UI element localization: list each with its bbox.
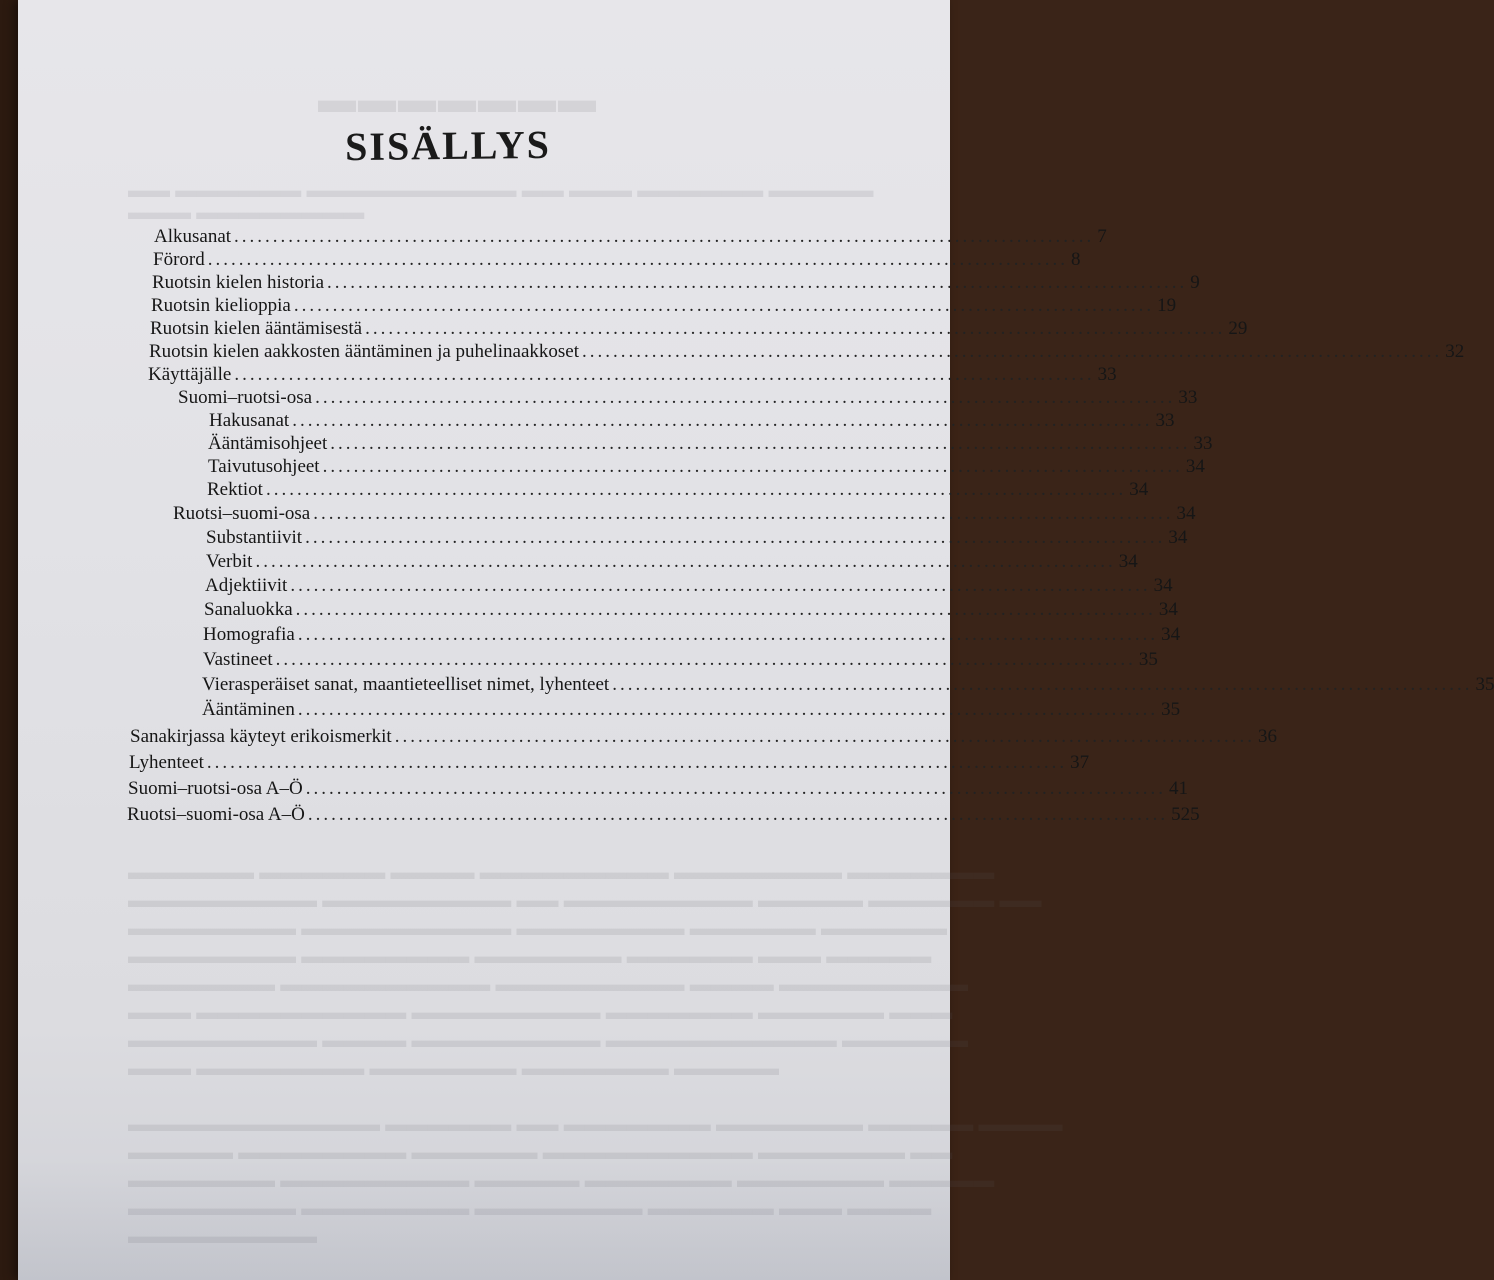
leader-dots: [255, 551, 1115, 573]
leader-dots: [294, 295, 1154, 317]
toc-entry-page: 41: [1168, 778, 1188, 799]
leader-dots: [323, 456, 1183, 478]
toc-entry-label: Hakusanat: [209, 410, 290, 431]
toc-entry-page: 35: [1161, 699, 1181, 720]
show-through-line: ▬▬▬▬▬▬▬▬▬ ▬▬▬▬▬▬▬▬▬ ▬▬ ▬▬▬▬▬▬▬▬▬ ▬▬▬▬▬ ▬▬▬▬▬▬ ▬▬: [128, 888, 1042, 912]
toc-entry-page: 19: [1157, 295, 1177, 316]
leader-dots: [395, 726, 1255, 748]
toc-entry-kayttajalle: [148, 364, 1117, 386]
toc-entry-label: Alkusanat: [154, 226, 232, 247]
toc-entry-suomi-ruotsi-a-o: [128, 778, 1188, 800]
toc-entry-lyhenteet: [129, 752, 1090, 774]
leader-dots: [276, 649, 1136, 671]
toc-entry-adjektiivit: [205, 575, 1173, 597]
toc-entry-label: Ruotsi–suomi-osa: [173, 503, 311, 524]
leader-dots: [208, 249, 1068, 271]
toc-entry-label: Rektiot: [207, 479, 263, 500]
toc-entry-label: Förord: [153, 249, 205, 270]
toc-entry-label: Homografia: [203, 624, 295, 645]
leader-dots: [305, 527, 1165, 549]
toc-entry-label: Adjektiivit: [205, 575, 288, 596]
leader-dots: [313, 503, 1173, 525]
show-through-line: ▬▬▬▬▬▬▬▬▬: [128, 1224, 317, 1248]
show-through-line: ▬▬▬▬▬▬ ▬▬▬▬▬▬ ▬▬▬▬ ▬▬▬▬▬▬▬▬▬ ▬▬▬▬▬▬▬▬ ▬▬▬▬▬▬▬: [128, 860, 995, 884]
toc-entry-page: 36: [1257, 726, 1277, 747]
leader-dots: [315, 387, 1175, 409]
show-through-heading: ▬▬▬▬▬▬▬: [318, 79, 598, 121]
toc-entry-page: 33: [1097, 364, 1117, 385]
toc-entry-aantaminen: [202, 699, 1181, 721]
leader-dots: [365, 318, 1225, 340]
toc-entry-page: 34: [1185, 456, 1205, 477]
toc-entry-label: Ruotsin kielioppia: [151, 295, 291, 316]
show-through-line: ▬▬▬▬▬▬▬▬ ▬▬▬▬▬▬▬▬▬▬ ▬▬▬▬▬▬▬▬ ▬▬▬▬▬▬ ▬▬▬▬▬▬: [128, 916, 947, 940]
toc-entry-page: 525: [1171, 804, 1200, 825]
toc-entry-alkusanat: [154, 226, 1107, 248]
page-title: SISÄLLYS: [344, 121, 552, 170]
leader-dots: [234, 364, 1094, 386]
toc-entry-label: Vierasperäiset sanat, maantieteelliset nimet, lyhenteet: [202, 674, 610, 695]
toc-entry-page: 34: [1158, 599, 1178, 620]
leader-dots: [582, 341, 1442, 363]
toc-entry-label: Substantiivit: [206, 527, 303, 548]
toc-entry-page: 37: [1070, 752, 1090, 773]
leader-dots: [298, 699, 1158, 721]
toc-entry-label: Sanaluokka: [204, 599, 293, 620]
toc-entry-page: 9: [1190, 272, 1200, 293]
leader-dots: [308, 804, 1168, 826]
toc-entry-homografia: [203, 624, 1181, 646]
toc-entry-sanaluokka: [204, 599, 1178, 621]
toc-entry-page: 34: [1168, 527, 1188, 548]
show-through-line: ▬▬▬ ▬▬▬▬▬▬▬▬ ▬▬▬▬▬▬▬ ▬▬▬▬▬▬▬ ▬▬▬▬▬: [128, 1056, 779, 1080]
toc-entry-page: 34: [1176, 503, 1196, 524]
toc-entry-vastineet: [203, 649, 1158, 671]
show-through-line: ▬▬▬▬▬ ▬▬▬▬▬▬▬▬ ▬▬▬▬▬▬ ▬▬▬▬▬▬▬▬▬▬ ▬▬▬▬▬▬▬ ▬▬: [128, 1140, 953, 1164]
show-through-line: ▬▬▬▬▬▬▬ ▬▬▬▬▬▬▬▬▬▬ ▬▬▬▬▬▬▬▬▬ ▬▬▬▬ ▬▬▬▬▬▬▬▬▬: [128, 972, 968, 996]
toc-entry-aantamisohjeet: [208, 433, 1213, 455]
page-shadow: [18, 1160, 995, 1280]
leader-dots: [207, 752, 1067, 774]
leader-dots: [296, 599, 1156, 621]
leader-dots: [306, 778, 1166, 800]
toc-entry-page: 33: [1193, 433, 1213, 454]
toc-entry-label: Lyhenteet: [129, 752, 204, 773]
toc-entry-label: Suomi–ruotsi-osa A–Ö: [128, 778, 303, 799]
leader-dots: [234, 226, 1094, 248]
toc-entry-page: 34: [1153, 575, 1173, 596]
toc-entry-label: Ruotsin kielen ääntämisestä: [150, 318, 363, 339]
toc-entry-label: Vastineet: [203, 649, 273, 670]
toc-entry-page: 29: [1228, 318, 1248, 339]
leader-dots: [612, 674, 1472, 696]
toc-entry-page: 33: [1178, 387, 1198, 408]
show-through-line: ▬▬▬▬▬▬▬▬▬ ▬▬▬▬ ▬▬▬▬▬▬▬▬▬ ▬▬▬▬▬▬▬▬▬▬▬ ▬▬▬▬▬▬: [128, 1028, 968, 1052]
toc-entry-label: Sanakirjassa käyteyt erikoismerkit: [130, 726, 392, 747]
toc-entry-page: 34: [1161, 624, 1181, 645]
book-page: [18, 0, 1494, 1280]
toc-entry-page: 7: [1097, 226, 1107, 247]
toc-entry-page: 8: [1070, 249, 1081, 270]
show-through-line: ▬▬ ▬▬▬▬▬▬ ▬▬▬▬▬▬▬▬▬▬ ▬▬ ▬▬▬ ▬▬▬▬▬▬ ▬▬▬▬▬: [128, 178, 874, 202]
leader-dots: [266, 479, 1126, 501]
toc-entry-substantiivit: [206, 527, 1188, 549]
toc-entry-aantamisesta: [150, 318, 1248, 340]
toc-entry-forord: [153, 249, 1081, 271]
show-through-line: ▬▬▬▬▬▬▬▬▬▬▬▬ ▬▬▬▬▬▬ ▬▬ ▬▬▬▬▬▬▬ ▬▬▬▬▬▬▬ ▬▬▬▬▬ ▬▬▬▬: [128, 1112, 1063, 1136]
toc-entry-taivutusohjeet: [208, 456, 1205, 478]
toc-entry-label: Ruotsin kielen historia: [152, 272, 325, 293]
toc-entry-label: Taivutusohjeet: [208, 456, 320, 477]
toc-entry-rektiot: [207, 479, 1149, 501]
show-through-line: ▬▬▬▬▬▬▬▬ ▬▬▬▬▬▬▬▬ ▬▬▬▬▬▬▬▬ ▬▬▬▬▬▬ ▬▬▬ ▬▬▬▬: [128, 1196, 932, 1220]
toc-entry-aakkoset: [149, 341, 1465, 363]
leader-dots: [292, 410, 1152, 432]
toc-entry-page: 35: [1475, 674, 1494, 695]
toc-entry-ruotsi-suomi-osa: [173, 503, 1196, 525]
toc-entry-ruotsi-suomi-a-o: [127, 804, 1200, 826]
show-through-line: ▬▬▬ ▬▬▬▬▬▬▬▬: [128, 200, 365, 224]
toc-entry-label: Ääntämisohjeet: [208, 433, 328, 454]
toc-entry-verbit: [206, 551, 1138, 573]
toc-entry-label: Käyttäjälle: [148, 364, 232, 385]
toc-entry-label: Ruotsin kielen aakkosten ääntäminen ja puhelinaakkoset: [149, 341, 580, 362]
toc-entry-page: 35: [1138, 649, 1158, 670]
show-through-line: ▬▬▬ ▬▬▬▬▬▬▬▬▬▬ ▬▬▬▬▬▬▬▬▬ ▬▬▬▬▬▬▬ ▬▬▬▬▬▬ ▬▬▬: [128, 1000, 953, 1024]
leader-dots: [298, 624, 1158, 646]
leader-dots: [290, 575, 1150, 597]
toc-entry-suomi-ruotsi-osa: [178, 387, 1198, 409]
table-of-contents: [18, 226, 1494, 846]
toc-entry-hakusanat: [209, 410, 1175, 432]
show-through-line: ▬▬▬▬▬▬▬▬ ▬▬▬▬▬▬▬▬ ▬▬▬▬▬▬▬ ▬▬▬▬▬▬ ▬▬▬ ▬▬▬▬▬: [128, 944, 932, 968]
toc-entry-page: 34: [1129, 479, 1149, 500]
leader-dots: [330, 433, 1190, 455]
toc-entry-page: 33: [1155, 410, 1175, 431]
toc-entry-kielioppia: [151, 295, 1177, 317]
toc-entry-erikoismerkit: [130, 726, 1277, 748]
toc-entry-label: Verbit: [206, 551, 253, 572]
toc-entry-label: Suomi–ruotsi-osa: [178, 387, 313, 408]
toc-entry-vierasperaiset: [202, 674, 1494, 696]
toc-entry-historia: [152, 272, 1200, 294]
toc-entry-label: Ruotsi–suomi-osa A–Ö: [127, 804, 305, 825]
toc-entry-page: 32: [1445, 341, 1465, 362]
leader-dots: [327, 272, 1187, 294]
toc-entry-label: Ääntäminen: [202, 699, 295, 720]
toc-entry-page: 34: [1118, 551, 1138, 572]
show-through-line: ▬▬▬▬▬▬▬ ▬▬▬▬▬▬▬▬▬ ▬▬▬▬▬ ▬▬▬▬▬▬▬ ▬▬▬▬▬▬▬ ▬▬▬▬▬: [128, 1168, 995, 1192]
